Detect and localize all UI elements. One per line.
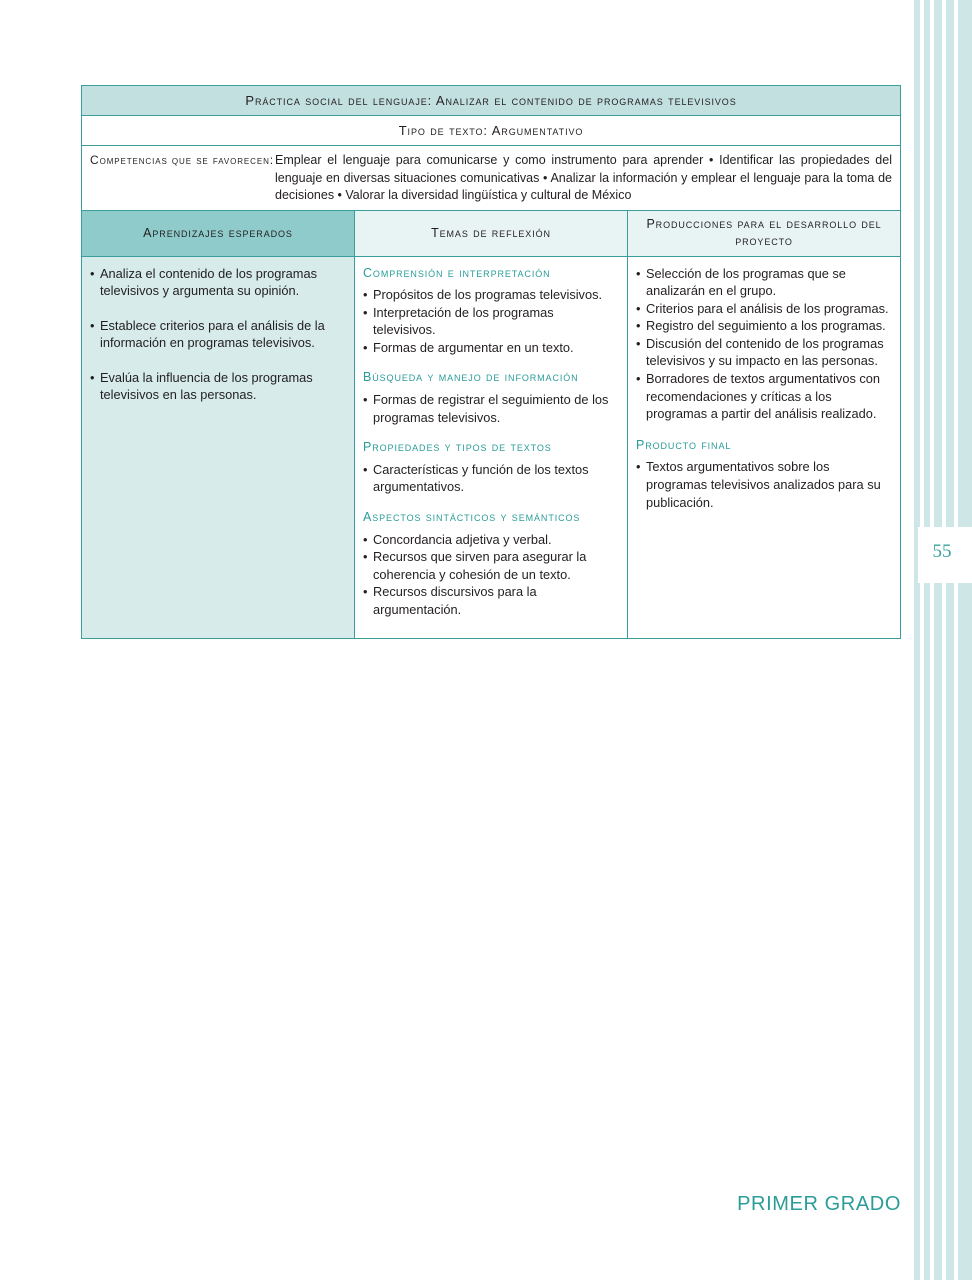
column-headers	[82, 211, 900, 257]
topic-item: • Recursos discursivos para la argumentación.	[363, 583, 619, 618]
competencies-row	[82, 146, 900, 211]
header-topics: Temas de reflexión	[355, 211, 628, 256]
topic-section-title: Comprensión e interpretación	[363, 265, 551, 280]
topic-item: • Formas de registrar el seguimiento de los programas televisivos.	[363, 391, 619, 426]
topic-section	[363, 265, 619, 357]
topic-item: • Formas de argumentar en un texto.	[363, 339, 619, 357]
topic-item: • Características y función de los textos argumentativos.	[363, 461, 619, 496]
topic-section	[363, 439, 619, 496]
practice-title: Práctica social del lenguaje: Analizar el contenido de programas televisivos	[82, 86, 900, 116]
production-item: • Discusión del contenido de los programas televisivos y su impacto en las personas.	[636, 335, 892, 370]
learning-item: • Analiza el contenido de los programas televisivos y argumenta su opinión.	[90, 265, 346, 300]
production-item: • Borradores de textos argumentativos con recomendaciones y críticas a los programas a partir del análisis realizado.	[636, 370, 892, 423]
topic-section	[363, 369, 619, 426]
final-product-item: • Textos argumentativos sobre los programas televisivos analizados para su publicación.	[636, 458, 892, 511]
decorative-side-stripes	[912, 0, 972, 1280]
topics-column	[355, 257, 628, 638]
productions-list	[636, 265, 892, 423]
final-product-title: Producto final	[636, 437, 732, 452]
production-item: • Criterios para el análisis de los programas.	[636, 300, 892, 318]
final-product	[636, 437, 892, 511]
curriculum-table	[81, 85, 901, 639]
learning-item: • Evalúa la influencia de los programas televisivos en las personas.	[90, 369, 346, 404]
production-item: • Registro del seguimiento a los programas.	[636, 317, 892, 335]
competencies-label: Competencias que se favorecen:	[90, 153, 274, 167]
table-body	[82, 257, 900, 638]
topic-section-title: Aspectos sintácticos y semánticos	[363, 510, 581, 525]
productions-column	[628, 257, 900, 638]
topic-section-title: Propiedades y tipos de textos	[363, 440, 552, 455]
competencies-text: Emplear el lenguaje para comunicarse y como instrumento para aprender • Identificar las propiedades del lenguaje en diversas situaciones comunicativas • Analizar la información y emplear el lenguaje para la toma de decisiones • Valorar la diversidad lingüística y cultural de México	[275, 153, 892, 202]
topic-item: • Interpretación de los programas televisivos.	[363, 304, 619, 339]
topic-section	[363, 509, 619, 619]
topic-item: • Propósitos de los programas televisivos.	[363, 286, 619, 304]
grade-label: PRIMER GRADO	[737, 1193, 901, 1215]
topic-item: • Recursos que sirven para asegurar la coherencia y cohesión de un texto.	[363, 548, 619, 583]
header-productions: Producciones para el desarrollo del proyecto	[628, 211, 900, 256]
topic-section-title: Búsqueda y manejo de información	[363, 370, 579, 385]
text-type: Tipo de texto: Argumentativo	[82, 116, 900, 146]
topic-item: • Concordancia adjetiva y verbal.	[363, 531, 619, 549]
learning-item: • Establece criterios para el análisis de la información en programas televisivos.	[90, 317, 346, 352]
learning-column	[82, 257, 355, 638]
page-number: 55	[932, 541, 952, 562]
header-learning: Aprendizajes esperados	[82, 211, 355, 256]
production-item: • Selección de los programas que se analizarán en el grupo.	[636, 265, 892, 300]
